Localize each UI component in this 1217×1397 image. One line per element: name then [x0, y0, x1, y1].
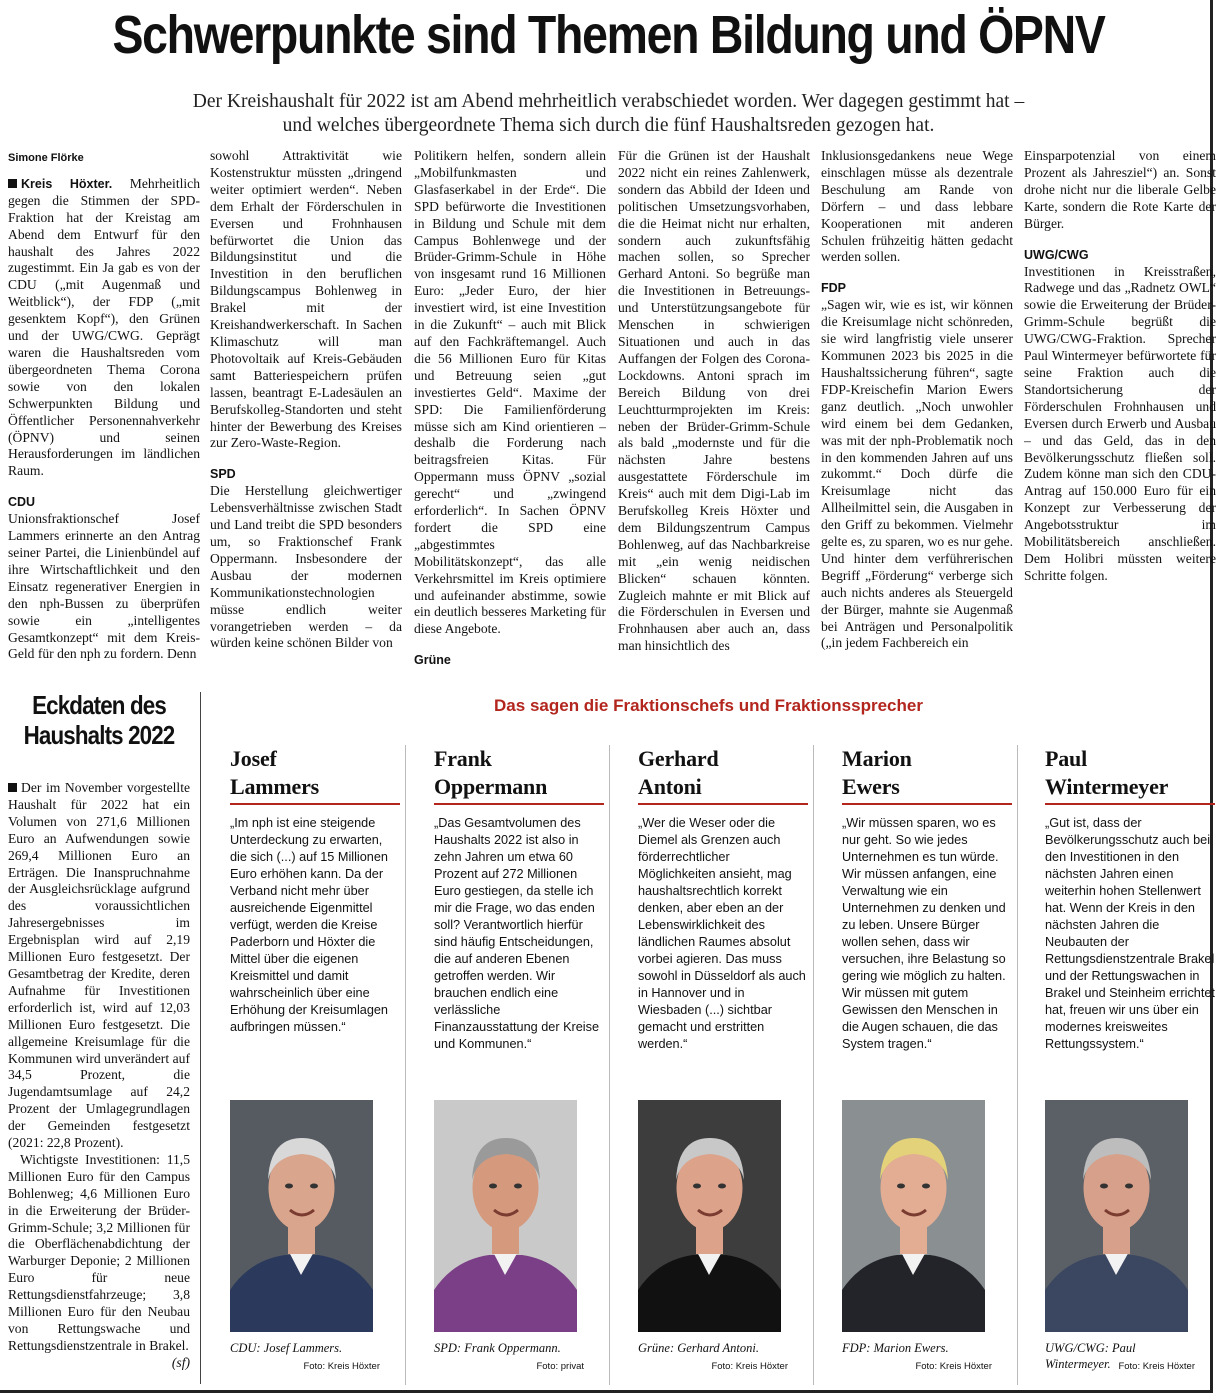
portrait-photo — [434, 1100, 577, 1332]
person-name — [638, 745, 808, 805]
portrait-illustration — [638, 1100, 781, 1332]
fdp-text: Einsparpotenzial von einem Prozent als Jahresziel“) an. Sonst drohe nicht nur die liberale Gelbe Karte, sondern die Rote Karte der Bürger. — [1024, 148, 1216, 231]
caption-text: SPD: Frank Oppermann. — [434, 1341, 561, 1355]
portrait-eye-left — [693, 1184, 701, 1189]
caption-text: Grüne: Gerhard Antoni. — [638, 1341, 759, 1355]
person-column — [638, 745, 808, 1053]
eckdaten-paragraph-2 — [8, 1151, 190, 1370]
person-quote: „Im nph ist eine steigende Unterdeckung zu erwarten, die sich (...) auf 15 Millionen Euro erhöhen kann. Da der Verband nicht mehr über ausreichende Eigenmittel verfügt, werden die Kreise Paderborn und Höxter die Mittel über die eigenen Kreismittel und damit wahrscheinlich über eine Erhöhung der Kreisumlagen aufbringen müssen.“ — [230, 816, 388, 1034]
eckdaten-paragraph-1: Der im November vorgestellte Haushalt für 2022 hat ein Volumen von 271,6 Millionen Euro an Aufwendungen sowie 269,4 Millionen Euro an Erträgen. Die Inanspruchnahme der Ausgleichsrücklage aufgrund des voraussichtlichen Jahresergebnisses im Ergebnisplan wird auf 2,19 Millionen Euro festgesetzt. Der Gesamtbetrag der Kredite, deren Aufnahme für Investitionen erforderlich ist, wird auf 12,03 Millionen Euro festgesetzt. Die allgemeine Kreisumlage für die Kommunen wird unverändert auf 34,5 Prozent, die Jugendamtsumlage auf 24,2 Prozent der Umlagegrundlagen der Gemeinden festgesetzt (2021: 22,8 Prozent). — [8, 780, 190, 1151]
person-first-name: Marion — [842, 746, 912, 771]
portrait-eye-right — [310, 1184, 318, 1189]
photo-caption — [230, 1340, 380, 1375]
person-quote: „Wir müssen sparen, wo es nur geht. So wie jedes Unternehmen es tun würde. Wir müssen anfangen, eine Verwaltung wie ein Unternehmen zu denken und zu leben. Unsere Bürger wollen sehen, dass wir versuchen, ihre Belastung so gering wie möglich zu halten. Wir müssen mit gutem Gewissen den Menschen in die Augen schauen, die das System tragen.“ — [842, 816, 1006, 1051]
article-column-1 — [8, 148, 200, 676]
person-first-name: Frank — [434, 746, 492, 771]
subheadline — [0, 90, 1217, 138]
person-first-name: Paul — [1045, 746, 1087, 771]
dateline: Kreis Höxter. — [21, 176, 113, 191]
portrait-photo — [638, 1100, 781, 1332]
person-last-name: Oppermann — [434, 774, 548, 799]
person-column — [1045, 745, 1215, 1053]
portrait-eye-left — [489, 1184, 497, 1189]
spd-text: Politikern helfen, sondern allein „Mobilfunkmasten und Glasfaserkabel in der Erde“. Die SPD befürworte die Investitionen in Bildung und Schule mit dem Campus Bohlenwege und der Brüder-Grimm-Schule in Höhe von insgesamt rund 16 Millionen Euro: „Jeder Euro, der hier investiert wird, ist eine Investition in die Zukunft“ – auch mit Blick auf den Fachkräftemangel. Auch die 56 Millionen Euro für Kitas und Betreuung seien „gut investiertes Geld“. Maxime der SPD: Die Familienförderung müsse sich am Kind orientieren – deshalb die Forderung nach beitragsfreien Kitas. Für Oppermann muss ÖPNV „sozial gerecht“ und „zwingend erforderlich“. In Sachen ÖPNV fordert die SPD eine „abgestimmtes Mobilitätskonzept“, das alle Verkehrsmittel im Kreis optimiere und aufeinander abstimme, sowie ein deutlich besseres Marketing für diese Angebote. — [414, 148, 606, 637]
photo-credit: Foto: Kreis Höxter — [711, 1361, 788, 1372]
article-column-2 — [210, 148, 402, 676]
portrait-photo — [230, 1100, 373, 1332]
person-name — [230, 745, 400, 805]
photo-caption — [842, 1340, 992, 1375]
portrait-eye-left — [897, 1184, 905, 1189]
author-byline: Simone Flörke — [8, 152, 84, 164]
person-last-name: Lammers — [230, 774, 320, 799]
cdu-text: sowohl Attraktivität wie Kostenstruktur müssten „dringend weiter optimiert werden“. Neben dem Erhalt der Förderschulen in Eversen und Frohnhausen befürwortet die Union das Bildungsinstitut und die Investition in den beruflichen Bildungscampus Bohlenweg in Brakel mit der Kreishandwerkerschaft. In Sachen Klimaschutz will man Photovoltaik auf Kreis-Gebäuden samt Batteriespeichern prüfen lassen, beantragt E-Ladesäulen an Berufskolleg-Standorten und steht hinter der Bewerbung des Kreises zur Zero-Waste-Region. — [210, 148, 402, 451]
gruene-heading: Grüne — [414, 653, 451, 668]
caption-text: FDP: Marion Ewers. — [842, 1341, 949, 1355]
subhead-line-1: Der Kreishaushalt für 2022 ist am Abend mehrheitlich verabschiedet worden. Wer dagegen gestimmt hat – — [192, 91, 1025, 112]
uwg-text: Investitionen in Kreisstraßen, Radwege und das „Radnetz OWL“ sowie die Erweiterung der Brüder-Grimm-Schule begrüßt die UWG/CWG-Fraktion. Sprecher Paul Wintermeyer befürwortete für seine Fraktion auch die Standortsicherung der Förderschulen Frohnhausen und Eversen durch Erwerb und Ausbau – und das Geld, das in den Bevölkerungsschutz fließen soll. Zudem könne man sich den CDU-Antrag auf 150.000 Euro für ein Konzept zur Verbesserung der Angebotsstruktur im Mobilitätsbereich anschließen. Dem Holibri müssten weitere Schritte folgen. — [1024, 263, 1216, 583]
article-column-4 — [618, 148, 810, 676]
fdp-heading: FDP — [821, 281, 846, 296]
person-last-name: Wintermeyer — [1045, 774, 1169, 799]
eckdaten-paragraph-2-text: Wichtigste Investitionen: 11,5 Millionen Euro für den Campus Bohlenweg; 4,6 Millionen Euro in die Erweiterung der Brüder-Grimm-Schule; 3,2 Millionen für die Oberflächenabdichtung der Warburger Deponie; 2 Millionen Euro für neue Rettungsdienstfahrzeuge; 3,8 Millionen Euro für den Neubau von Rettungswache und Rettungsdienstzentrale in Brakel. — [8, 1151, 190, 1353]
article-column-3 — [414, 148, 606, 676]
spd-text: Die Herstellung gleichwertiger Lebensverhältnisse zwischen Stadt und Land treibt die SPD besonders um, so Fraktionschef Frank Oppermann. Insbesondere der Ausbau der modernen Kommunikationstechnologien müsse endlich weiter vorangetrieben werden – da würden keine schönen Bilder von — [210, 483, 402, 651]
cdu-heading: CDU — [8, 495, 36, 510]
person-last-name: Antoni — [638, 774, 702, 799]
person-quote: „Wer die Weser oder die Diemel als Grenzen auch förderrechtlicher Möglichkeiten ansieht, mag haushaltsrechtlich korrekt denken, aber eben an der Lebenswirklichkeit des ländlichen Raumes absolut vorbei agieren. Das muss sowohl in Düsseldorf als auch in Hannover und in Wiesbaden (...) sichtbar gemacht und erstritten werden.“ — [638, 816, 806, 1051]
section-title: Das sagen die Fraktionschefs und Fraktionssprecher — [494, 696, 923, 715]
person-column — [842, 745, 1012, 1053]
person-name — [842, 745, 1012, 805]
photo-caption — [638, 1340, 788, 1375]
bullet-square-icon — [8, 783, 17, 792]
subhead-line-2: und welches übergeordnete Thema sich durch die fünf Haushaltsreden gezogen hat. — [282, 115, 935, 136]
portrait-eye-left — [1100, 1184, 1108, 1189]
person-quote: „Das Gesamtvolumen des Haushalts 2022 ist also in zehn Jahren um etwa 60 Prozent auf 272 Millionen Euro gestiegen, da stelle ich mir die Frage, wo das enden soll? Verantwortlich hierfür sind häufig Entscheidungen, die auf anderen Ebenen getroffen werden. Wir brauchen endlich eine verlässliche Finanzausstattung der Kreise und Kommunen.“ — [434, 816, 600, 1051]
photo-caption — [434, 1340, 584, 1375]
photo-credit: Foto: Kreis Höxter — [915, 1361, 992, 1372]
person-first-name: Josef — [230, 746, 277, 771]
person-last-name: Ewers — [842, 774, 900, 799]
caption-text: CDU: Josef Lammers. — [230, 1341, 343, 1355]
bullet-square-icon — [8, 179, 17, 188]
portrait-photo — [842, 1100, 985, 1332]
person-name — [434, 745, 604, 805]
fdp-text: „Sagen wir, wie es ist, wir können die Kreisumlage nicht schönreden, sie wird langfristig viele unserer Kommunen 2023 bis 2025 in die Haushaltssicherung führen“, sagte FDP-Kreischefin Marion Ewers ganz deutlich. „Noch unwohler wird einem bei dem Gedanken, was mit der nph-Problematik noch in den kommenden Jahren auf uns zukommt.“ Doch dürfe die Kreisumlage nicht das Allheilmittel sein, die Ausgaben in den Griff zu bekommen. Vielmehr gelte es, zu sparen, wo es nur gehe. Und hinter dem verführerischen Begriff „Förderung“ verberge sich auch nichts anderes als Steuergeld der Bürger, mahnte sie Augenmaß bei Anträgen und Personalpolitik („in jedem Fachbereich ein — [821, 297, 1013, 651]
spd-heading: SPD — [210, 467, 236, 482]
portrait-illustration — [1045, 1100, 1188, 1332]
portrait-eye-right — [1125, 1184, 1133, 1189]
portrait-photo — [1045, 1100, 1188, 1332]
photo-credit: Foto: privat — [536, 1361, 584, 1372]
person-divider — [813, 745, 814, 1385]
cdu-text: Unionsfraktionschef Josef Lammers erinnerte an den Antrag seiner Partei, die Linienbündel auf ihre Wirtschaftlichkeit und den Einsatz regenerativer Energien in den nph-Bussen zu überprüfen sowie ein „intelligentes Gesamtkonzept“ mit dem Kreis-Geld für den nph zu fordern. Denn — [8, 511, 200, 662]
person-column — [230, 745, 400, 1036]
gruene-text: Inklusionsgedankens neue Wege einschlagen müsse als dezentrale Beschulung am Rande von Dörfern – und dass lebbare Kooperationen mit anderen Schulen frühzeitig hätten gedacht werden sollen. — [821, 148, 1013, 265]
person-quote: „Gut ist, dass der Bevölkerungsschutz auch bei den Investitionen in den nächsten Jahren einen weiterhin hohen Stellenwert hat. Wenn der Kreis in den nächsten Jahren die Neubauten der Rettungsdienstzentrale Brakel und der Rettungswachen in Brakel und Steinheim errichtet hat, freuen wir uns über ein modernes kreisweites Rettungssystem.“ — [1045, 816, 1215, 1051]
portrait-illustration — [230, 1100, 373, 1332]
column-divider — [200, 692, 201, 1384]
eckdaten-title: Eckdaten des Haushalts 2022 — [23, 690, 175, 750]
person-divider — [609, 745, 610, 1385]
photo-caption — [1045, 1340, 1195, 1375]
uwg-heading: UWG/CWG — [1024, 247, 1089, 262]
portrait-illustration — [434, 1100, 577, 1332]
intro-paragraph — [8, 176, 200, 480]
photo-credit: Foto: Kreis Höxter — [1118, 1361, 1195, 1372]
article-column-5 — [821, 148, 1013, 676]
article-column-6 — [1024, 148, 1216, 676]
eckdaten-signature: (sf) — [171, 1354, 190, 1370]
portrait-eye-right — [514, 1184, 522, 1189]
gruene-text: Für die Grünen ist der Haushalt 2022 nicht ein reines Zahlenwerk, sondern das Abbild der Ideen und politischen Umsetzungsvorhaben, die die Heimat nicht nur erhalten, sondern auch zukunftsfähig machen sollen, so Sprecher Gerhard Antoni. So begrüße man die Investitionen in Betreuungs- und Unterstützungsangebote für Menschen in schwierigen Situationen und auch in das Auffangen der Folgen des Corona-Lockdowns. Antoni sprach im Bereich Bildung von drei Leuchtturmprojekten im Kreis: neben der Brüder-Grimm-Schule als bald „modernste und für die nächsten Jahre bestens ausgestattete Förderschule im Kreis“ auch mit dem Digi-Lab im Berufskolleg Kreis Höxter und dem Bildungszentrum Campus Bohlenweg, auf das Nachbarkreise mit „ein wenig neidischen Blicken“ schauen könnten. Zugleich mahnte er mit Blick auf die Förderschulen in Eversen und Frohnhausen aber auch an, dass man hinsichtlich des — [618, 148, 810, 654]
portrait-illustration — [842, 1100, 985, 1332]
person-column — [434, 745, 604, 1053]
portrait-eye-right — [922, 1184, 930, 1189]
person-name — [1045, 745, 1215, 805]
portrait-eye-left — [285, 1184, 293, 1189]
portrait-eye-right — [718, 1184, 726, 1189]
person-divider — [405, 745, 406, 1385]
caption-text: UWG/CWG: Paul Wintermeyer. — [1045, 1341, 1136, 1371]
intro-text: Mehrheitlich gegen die Stimmen der SPD-Fraktion hat der Kreistag am Abend dem Entwurf für den haushalt des Jahres 2022 zugestimmt. Ein Ja gab es von der CDU („mit Augenmaß und Weitblick“), der FDP („mit gesenktem Kopf“), den Grünen und der UWG/CWG. Geprägt waren die Haushaltsreden vom übergeordneten Thema Corona sowie von den lokalen Schwerpunkten Bildung und Öffentlicher Personennahverkehr (ÖPNV) und seinen Herausforderungen im ländlichen Raum. — [8, 175, 200, 479]
person-first-name: Gerhard — [638, 746, 719, 771]
photo-credit: Foto: Kreis Höxter — [303, 1361, 380, 1372]
headline: Schwerpunkte sind Themen Bildung und ÖPNV — [112, 5, 1105, 65]
eckdaten-text — [8, 780, 190, 1372]
person-divider — [1017, 745, 1018, 1385]
